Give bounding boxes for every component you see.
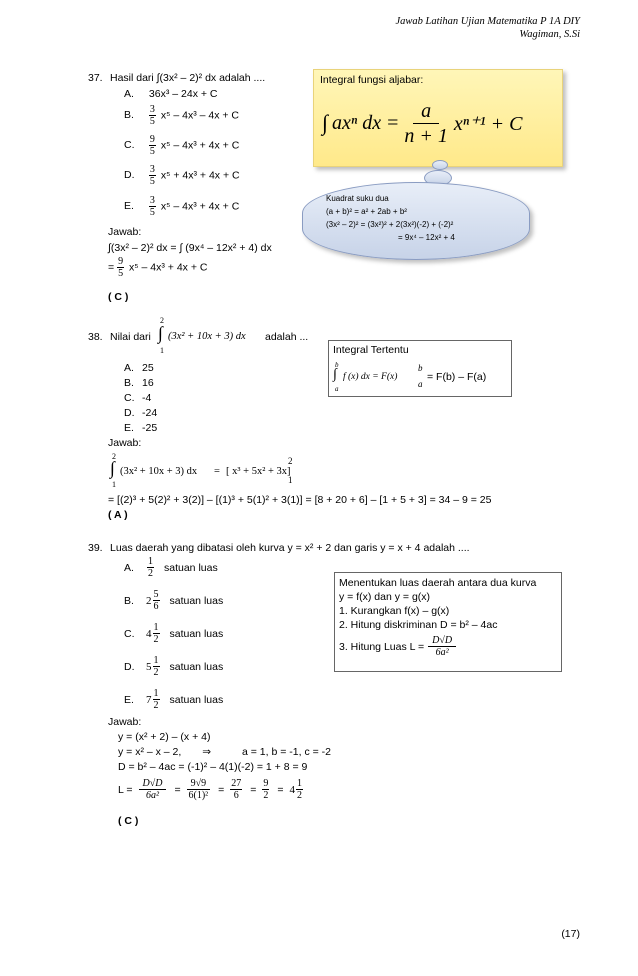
unit: satuan luas	[169, 594, 224, 607]
box-line-1: y = f(x) dan y = g(x)	[339, 591, 431, 603]
integral-formula	[322, 90, 522, 156]
q37-option-c	[124, 134, 239, 157]
option-letter: A.	[124, 561, 134, 574]
option-letter: E.	[124, 200, 134, 213]
q38-option-d	[124, 407, 157, 419]
stem-post: adalah ...	[265, 331, 309, 343]
f4-den: 2	[263, 790, 269, 801]
coef-num: 3	[149, 164, 155, 175]
box-formula: f (x) dx = F(x)	[343, 372, 398, 382]
line2-coefficients: a = 1, b = -1, c = -2	[241, 746, 331, 758]
coef-den: 5	[149, 146, 155, 157]
q39-line2	[118, 746, 331, 758]
f2-num: 9√9	[187, 778, 211, 790]
coef-den: 5	[149, 116, 155, 127]
q38-calc: = [(2)³ + 5(2)² + 3(2)] – [(1)³ + 5(1)² + 3(1)] = [8 + 20 + 6] – [1 + 5 + 3] = 34 – 9 = 25	[108, 494, 492, 506]
option-text: -4	[142, 392, 152, 404]
f4-num: 9	[263, 778, 269, 789]
q37-step2	[108, 256, 207, 279]
num: 5	[153, 589, 159, 600]
stem-pre: Nilai dari	[110, 331, 151, 343]
formula-lhs: axⁿ dx	[332, 111, 382, 134]
q37-stem: Hasil dari ∫(3x² – 2)² dx adalah ....	[110, 72, 266, 84]
option-letter: C.	[124, 627, 135, 640]
option-text: -24	[142, 407, 158, 419]
option-letter: C.	[124, 392, 135, 404]
option-letter: E.	[124, 422, 134, 434]
box-line-4	[339, 635, 458, 658]
q39-option-a	[124, 556, 218, 579]
integral-sign: ∫	[322, 110, 329, 135]
eq: =	[174, 783, 181, 796]
q38-answer: ( A )	[108, 509, 128, 521]
option-letter: D.	[124, 660, 135, 673]
option-letter: A.	[124, 362, 134, 374]
q39-option-e	[124, 688, 223, 711]
q39-option-d	[124, 655, 223, 678]
unit: satuan luas	[169, 627, 224, 640]
box-lower: a	[335, 385, 339, 393]
lower-limit: 1	[160, 346, 164, 355]
q37-number: 37.	[88, 72, 103, 84]
cloud-line-1: (a + b)² = a² + 2ab + b²	[326, 207, 407, 216]
q38-number: 38.	[88, 331, 103, 343]
line2-eq: y = x² – x – 2,	[118, 746, 182, 758]
box-line-2: 1. Kurangkan f(x) – g(x)	[339, 605, 450, 617]
box-bracket-upper: b	[418, 363, 423, 373]
eq: =	[250, 783, 257, 796]
q39-jawab-label: Jawab:	[108, 716, 142, 728]
option-text: x⁵ – 4x³ – 4x + C	[160, 109, 240, 122]
integrand: (3x² + 10x + 3) dx	[168, 331, 246, 342]
q37-option-b	[124, 104, 239, 127]
option-letter: D.	[124, 169, 135, 182]
area-method-box	[334, 572, 562, 672]
binomial-square-cloud	[302, 182, 528, 258]
f2-den: 6(1)²	[188, 790, 209, 801]
formula-eq: =	[387, 111, 399, 134]
q39-option-b	[124, 589, 223, 612]
box-frac-num: D√D	[428, 635, 456, 647]
coef-num: 3	[149, 195, 155, 206]
box-line-3: 2. Hitung diskriminan D = b² – 4ac	[339, 619, 498, 631]
f3-den: 6	[233, 790, 239, 801]
option-letter: E.	[124, 693, 134, 706]
q39-option-c	[124, 622, 223, 645]
unit: satuan luas	[164, 561, 218, 574]
whole: 5	[146, 660, 152, 673]
option-letter: D.	[124, 407, 135, 419]
box-frac-den: 6a²	[435, 647, 449, 658]
coef-den: 5	[149, 207, 155, 218]
q37-option-d	[124, 164, 240, 187]
den: 2	[153, 700, 159, 711]
page-number: (17)	[561, 928, 580, 940]
option-text: x⁵ + 4x³ + 4x + C	[160, 169, 240, 182]
equals-sign: =	[108, 261, 115, 274]
whole: 2	[146, 594, 152, 607]
upper-limit: 2	[160, 316, 164, 325]
box-title: Integral fungsi aljabar:	[320, 74, 424, 86]
option-letter: C.	[124, 139, 135, 152]
unit: satuan luas	[169, 660, 224, 673]
q39-line1: y = (x² + 2) – (x + 4)	[118, 731, 211, 743]
f3-num: 27	[231, 778, 242, 789]
cloud-line-3: = 9x⁴ – 12x² + 4	[398, 233, 455, 242]
box-integral-sign: ∫	[333, 367, 337, 382]
work-anti-upper: 2	[288, 456, 293, 466]
q38-option-b	[124, 377, 154, 389]
whole: 7	[146, 693, 152, 706]
work-anti-lower: 1	[288, 475, 293, 485]
q38-option-e	[124, 422, 157, 434]
work-lower: 1	[112, 480, 116, 489]
box-result: = F(b) – F(a)	[427, 371, 487, 383]
den: 2	[153, 667, 159, 678]
header-line-1: Jawab Latihan Ujian Matematika P 1A DIY	[395, 16, 580, 27]
f5-den: 2	[297, 790, 302, 801]
cloud-line-2: (3x² – 2)² = (3x²)² + 2(3x²)(-2) + (-2)²	[326, 220, 454, 229]
option-letter: A.	[124, 88, 134, 100]
option-text: x⁵ – 4x³ + 4x + C	[160, 139, 240, 152]
option-letter: B.	[124, 377, 134, 389]
f5-whole: 4	[289, 783, 295, 796]
work-antiderivative: [ x³ + 5x² + 3x]	[226, 466, 291, 477]
f5-num: 1	[297, 778, 302, 789]
coef-den: 5	[149, 176, 155, 187]
q37-option-a	[124, 88, 218, 100]
box-line-4-text: 3. Hitung Luas L =	[339, 640, 425, 653]
q39-number: 39.	[88, 542, 103, 554]
box-title: Integral Tertentu	[333, 344, 409, 356]
q37-answer: ( C )	[108, 291, 129, 303]
q37-jawab-label: Jawab:	[108, 226, 142, 238]
coef-num: 3	[149, 104, 155, 115]
box-bracket-lower: a	[418, 379, 423, 389]
whole: 4	[146, 627, 152, 640]
implies-arrow: ⇒	[202, 746, 212, 758]
integral-sign: ∫	[158, 323, 163, 343]
num: 1	[153, 688, 159, 699]
q39-stem: Luas daerah yang dibatasi oleh kurva y = x² + 2 dan garis y = x + 4 adalah ....	[110, 542, 470, 554]
unit: satuan luas	[169, 693, 224, 706]
f1-den: 6a²	[145, 790, 159, 801]
q39-area-calc	[118, 778, 305, 801]
formula-rhs: xⁿ⁺¹ + C	[453, 112, 523, 135]
step2-num: 9	[118, 256, 124, 267]
num: 1	[148, 556, 153, 567]
option-text: 36x³ – 24x + C	[148, 88, 218, 100]
den: 6	[153, 601, 159, 612]
work-upper: 2	[112, 452, 116, 461]
q38-work	[108, 450, 328, 490]
eq: =	[277, 783, 284, 796]
cloud-title: Kuadrat suku dua	[326, 194, 389, 203]
cloud-bubble-small	[432, 160, 448, 170]
option-text: x⁵ – 4x³ + 4x + C	[160, 200, 240, 213]
work-integral-sign: ∫	[110, 458, 115, 478]
num: 1	[153, 655, 159, 666]
option-text: 16	[142, 377, 154, 389]
q39-line3: D = b² – 4ac = (-1)² – 4(1)(-2) = 1 + 8 = 9	[118, 761, 308, 773]
box-title: Menentukan luas daerah antara dua kurva	[339, 577, 537, 589]
den: 2	[148, 568, 153, 579]
q39-answer: ( C )	[118, 815, 139, 827]
step2-den: 5	[118, 268, 124, 279]
coef-num: 9	[149, 134, 155, 145]
box-upper: b	[335, 361, 339, 369]
formula-num: a	[413, 99, 439, 124]
q38-jawab-label: Jawab:	[108, 437, 142, 449]
definite-integral-box	[328, 340, 512, 397]
f1-num: D√D	[139, 778, 167, 790]
eq: =	[218, 783, 225, 796]
formula-den: n + 1	[404, 124, 448, 147]
q37-step1: ∫(3x² – 2)² dx = ∫ (9x⁴ – 12x² + 4) dx	[108, 242, 272, 254]
num: 1	[153, 622, 159, 633]
L-label: L =	[118, 783, 133, 796]
q38-option-c	[124, 392, 151, 404]
option-text: -25	[142, 422, 158, 434]
header-line-2: Wagiman, S.Si	[519, 29, 580, 40]
work-integrand: (3x² + 10x + 3) dx	[120, 466, 198, 477]
option-letter: B.	[124, 594, 134, 607]
integral-formula-box	[313, 69, 563, 167]
q38-option-a	[124, 362, 154, 374]
q37-option-e	[124, 195, 239, 218]
option-text: 25	[142, 362, 154, 374]
den: 2	[153, 634, 159, 645]
work-eq: =	[214, 466, 220, 477]
step2-rest: x⁵ – 4x³ + 4x + C	[128, 261, 208, 274]
option-letter: B.	[124, 109, 134, 122]
